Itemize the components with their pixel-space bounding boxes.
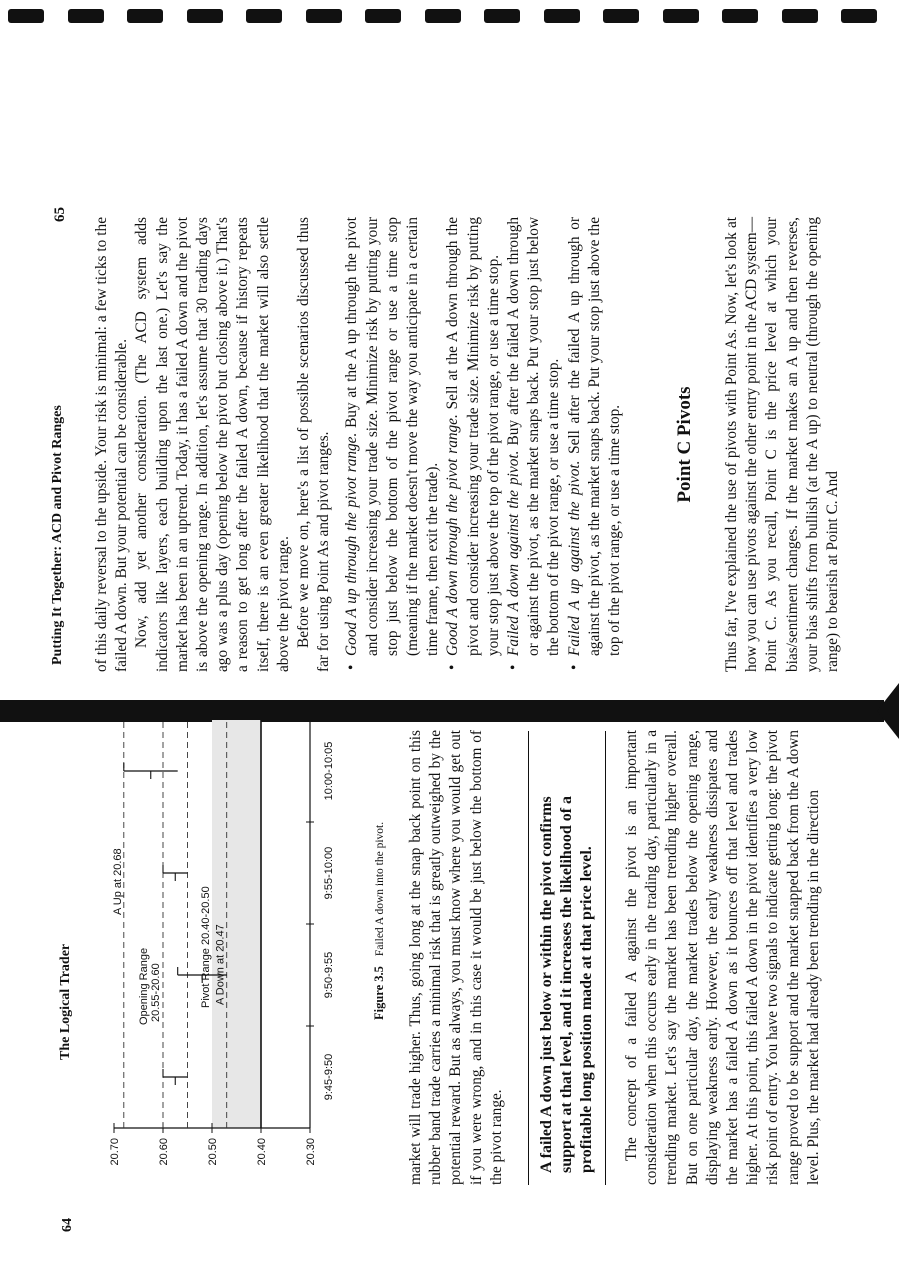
a-down-label: A Down at 20.47 bbox=[214, 924, 227, 1005]
left-para1-text: market will trade higher. Thus, going long at the snap back point on this rubber band trade carries a minimal risk that is greatly outweighed by the potential reward. But as always, you must know where you would get out if you were wrong, and in this case it would be just below the bottom of the pivot range. bbox=[407, 730, 505, 1185]
scenario-text: Buy after the failed A down through or against the pivot, as the market snaps back. Put your stop just below the bottom of the pivot range, or use a time stop. bbox=[505, 216, 563, 656]
x-tick-label: 9:50-9:55 bbox=[323, 951, 335, 999]
scenario-item bbox=[342, 217, 443, 672]
x-tick-label: 9:45-9:50 bbox=[323, 1053, 335, 1101]
y-tick-label: 20.40 bbox=[256, 1138, 268, 1166]
scenario-item bbox=[504, 217, 565, 672]
right-para1-text: of this daily reversal to the upside. Your risk is minimal: a few ticks to the failed A down. But your potential can be considerable. bbox=[93, 217, 131, 672]
y-tick-label: 20.60 bbox=[158, 1138, 170, 1166]
y-tick-label: 20.30 bbox=[305, 1138, 317, 1166]
callout-text: A failed A down just below or within the pivot confirms support at that level, and it increases the likelihood of a profitable long position made at that price level. bbox=[538, 795, 595, 1173]
figure-caption-label: Figure 3.5 bbox=[372, 966, 386, 1020]
a-up-label: A Up at 20.68 bbox=[111, 848, 124, 915]
scenario-item bbox=[443, 217, 504, 672]
pivot-range-label: Pivot Range 20.40-20.50 bbox=[200, 886, 212, 1008]
scenario-item bbox=[565, 217, 626, 672]
figure-caption bbox=[372, 660, 387, 1020]
scenario-term: Failed A up against the pivot. bbox=[565, 460, 583, 656]
right-para4-text: Thus far, I've explained the use of pivots with Point As. Now, let's look at how you can use pivots against the other entry point in the ACD system—Point C. As you recall, Point C is the price level at which your bias/sentiment changes. If the market makes an A up and then reverses, your bias shifts from bullish (at the A up) to neutral (through the opening range) to bearish at Point C. And bbox=[723, 217, 842, 672]
figure-3-5-chart bbox=[100, 710, 350, 1180]
x-tick-label: 9:55-10:00 bbox=[323, 846, 335, 900]
scenario-term: Good A down through the pivot range. bbox=[444, 414, 462, 656]
y-tick-label: 20.70 bbox=[109, 1138, 121, 1166]
right-running-head: Putting It Together: ACD and Pivot Ranges bbox=[50, 405, 65, 665]
right-body-bottom bbox=[722, 217, 843, 672]
right-page-number: 65 bbox=[52, 207, 68, 222]
right-para3-text: Before we move on, here's a list of possible scenarios discussed thus far for using Point As and pivot ranges. bbox=[295, 217, 333, 672]
left-para2-text: The concept of a failed A against the pivot is an important consideration when this occurs early in the trading day, particularly in a trending market. Let's say the market has been trending higher overall. But on one particular day, the market trades below the opening range, displaying weakness early. However, the early weakness dissipates and the market has a failed A down as it bounces off that level and trades higher. At this point, this failed A down in the pivot identifies a very low risk point of entry. You have two signals to indicate getting long: the pivot range proved to be support and the market snapped back from the A down level. Plus, the market had already been trending in the direction bbox=[623, 730, 822, 1185]
scenario-term: Failed A down against the pivot. bbox=[505, 450, 523, 656]
left-paragraph-2 bbox=[622, 730, 824, 1185]
left-paragraph-1 bbox=[406, 730, 507, 1185]
spine-edge-marker bbox=[877, 683, 899, 739]
right-para2-text: Now, add yet another consideration. (The ACD system adds indicators like layers, each building upon the last one.) Let's say the market has been in an uptrend. Today, it has a failed A down and the pivot is above the opening range. In addition, let's assume that 30 trading days ago was a plus day (opening below the pivot but closing above it.) That's a reason to get long after the failed A down, because if history repeats itself, there is an even greater likelihood that the market will also settle above the pivot range. bbox=[133, 217, 292, 672]
scenario-term: Good A up through the pivot range. bbox=[343, 432, 361, 656]
y-tick-label: 20.50 bbox=[207, 1138, 219, 1166]
callout-box bbox=[528, 731, 606, 1185]
opening-range-values: 20.55-20.60 bbox=[150, 963, 162, 1022]
right-body-top bbox=[92, 217, 625, 672]
opening-range-label: Opening Range bbox=[138, 947, 150, 1025]
scenario-list bbox=[342, 217, 625, 672]
figure-caption-text: Failed A down into the pivot. bbox=[374, 821, 386, 957]
chart-svg bbox=[100, 710, 350, 1180]
scenario-text: Sell after the failed A up through or against the pivot, as the market snaps back. Put your stop just above the top of the pivot range, or use a time stop. bbox=[565, 217, 624, 656]
left-running-head: The Logical Trader bbox=[58, 943, 73, 1060]
scenario-text: Buy at the A up through the pivot and consider increasing your trade size. Minimize risk by putting your stop just below the bottom of the pivot range or use a time stop (meaning if the market doesn't move the way you anticipate in a certain time frame, then exit the trade). bbox=[343, 217, 442, 656]
left-page-number: 64 bbox=[60, 1218, 75, 1232]
x-tick-label: 10:00-10:05 bbox=[323, 741, 335, 801]
scenario-text: Sell at the A down through the pivot and consider increasing your trade size. Minimize risk by putting your stop just above the top of the pivot range, or use a time stop. bbox=[444, 216, 502, 656]
section-heading: Point C Pivots bbox=[674, 386, 695, 503]
